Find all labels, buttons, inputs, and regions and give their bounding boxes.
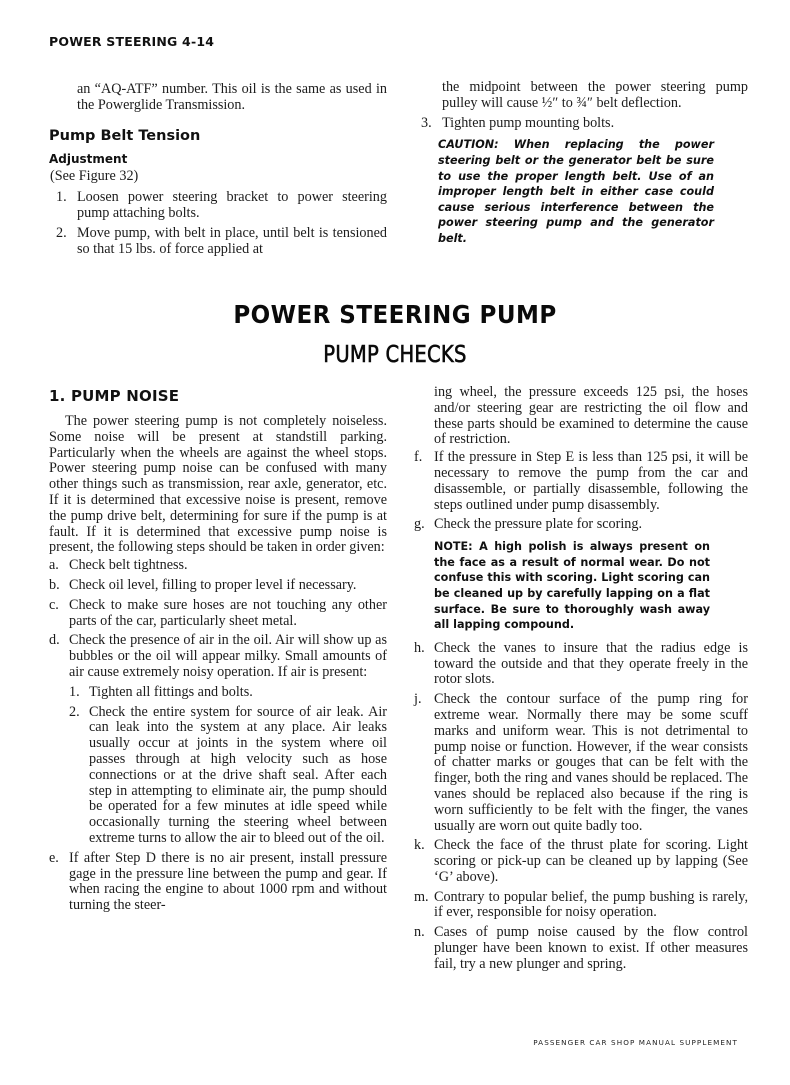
item-letter: n. (414, 924, 425, 941)
step-item (414, 116, 748, 132)
pump-noise-intro: The power steering pump is not completely noiseless. Some noise will be present at standstill parking. Particularly when the wheels are against the wheel stops. Power steering pump noise can be confused with many other things such as transmission, rear axle, generator, etc. If it is determined that excessive noise is present, remove the pump drive belt, determining for sure if the pump is at fault. If it is determined that excessive pump noise is present, the following steps should be taken in order given: (49, 413, 387, 556)
figure-reference: (See Figure 32) (50, 167, 139, 184)
list-item (414, 890, 748, 922)
list-item (49, 851, 387, 914)
list-item (414, 517, 748, 533)
item-letter: g. (414, 516, 425, 533)
item-text: If the pressure in Step E is less than 125 psi, it will be necessary to remove the pump from the car and disassemble, or partially disassemble, following the steps outlined under pump disassembly. (434, 449, 748, 513)
list-item (49, 633, 387, 680)
step-item (49, 190, 387, 222)
list-item (49, 598, 387, 630)
item-letter: a. (49, 557, 59, 574)
step-number: 1. (56, 189, 67, 206)
top-left-column (49, 82, 387, 262)
step-text: the midpoint between the power steering pump pulley will cause ½″ to ¾″ belt deflection. (442, 79, 748, 111)
item-letter: m. (414, 888, 429, 905)
step-text: Tighten pump mounting bolts. (442, 114, 615, 131)
item-letter: d. (49, 632, 60, 649)
pump-noise-heading: 1. PUMP NOISE (49, 387, 180, 405)
item-text: Cases of pump noise caused by the flow control plunger have been known to exist. If other measures fail, try a new plunger and spring. (434, 924, 748, 972)
sub-item-text: Check the entire system for source of air leak. Air can leak into the system at any place. Air leaks usually occur at joints in the system where oil passes through at high velocity such as hose connections or at the drive shaft seal. After each step in attempting to eliminate air, the pump should be operated for a few minutes at idle speed while occasionally turning the steering wheel between extreme turns to allow the air to bleed out of the oil. (89, 703, 387, 846)
item-letter: e. (49, 849, 59, 866)
step-number (414, 80, 442, 112)
step-number: 3. (421, 114, 432, 131)
sub-item-number: 1. (69, 683, 80, 700)
item-text: Check the presence of air in the oil. Air will show up as bubbles or the oil will appear milky. Small amounts of air cause extremely noisy operation. If air is present: (69, 632, 387, 680)
list-item (49, 558, 387, 574)
intro-paragraph: an “AQ-ATF” number. This oil is the same as used in the Powerglide Transmission. (77, 81, 387, 113)
step-text: Move pump, with belt in place, until belt is tensioned so that 15 lbs. of force applied at (77, 224, 387, 257)
sub-item (69, 705, 387, 847)
item-letter: j. (414, 691, 422, 708)
item-text: Check the pressure plate for scoring. (434, 516, 643, 533)
item-text: Check to make sure hoses are not touching any other parts of the car, particularly sheet metal. (69, 596, 387, 629)
pump-belt-tension-heading: Pump Belt Tension (49, 127, 201, 144)
item-letter: k. (414, 837, 425, 854)
caution-notice: CAUTION: When replacing the power steering belt or the generator belt be sure to use the proper length belt. Use of an improper length belt in either case could cause serious interference between the power steering pump and the generator belt. (438, 138, 714, 245)
item-text: If after Step D there is no air present, install pressure gage in the pressure line between the pump and gear. If when racing the engine to about 1000 rpm and without turning the steer- (69, 849, 387, 914)
list-item (414, 925, 748, 972)
sub-item-text: Tighten all fittings and bolts. (89, 683, 253, 700)
top-right-column (414, 80, 748, 255)
sub-title: PUMP CHECKS (323, 342, 467, 368)
item-text: Check belt tightness. (69, 557, 188, 574)
step-text: Loosen power steering bracket to power steering pump attaching bolts. (77, 189, 387, 222)
list-item (414, 450, 748, 513)
item-letter: c. (49, 596, 59, 613)
item-letter: h. (414, 639, 425, 656)
bottom-right-column (414, 385, 748, 977)
step-item-continued (414, 80, 748, 112)
item-text: Check oil level, filling to proper level if necessary. (69, 576, 357, 593)
bottom-left-column (49, 387, 387, 918)
item-letter: b. (49, 576, 60, 593)
item-text: Check the vanes to insure that the radius edge is toward the outside and that they operate freely in the rotor slots. (434, 639, 748, 688)
sub-item (69, 685, 387, 701)
sub-item-number: 2. (69, 703, 80, 720)
note-notice: NOTE: A high polish is always present on the face as a result of normal wear. Do not confuse this with scoring. Light scoring can be cleaned up by carefully lapping on a flat surface. Be sure to thoroughly wash away all lapping compound. (434, 540, 710, 632)
item-letter: f. (414, 449, 423, 466)
item-text: Contrary to popular belief, the pump bushing is rarely, if ever, responsible for noisy operation. (434, 888, 748, 921)
item-text: Check the contour surface of the pump ring for extreme wear. Normally there may be some scuff marks and uniform wear. This is not detrimental to pump noise or function. However, if the wear consists of chatter marks or gouges that can be felt with the finger, both the ring and vanes should be replaced. The vanes should be replaced also because if the ring is worn sufficiently to be felt with the finger, the vanes usually are worn out quite badly too. (434, 691, 748, 834)
step-item (49, 226, 387, 258)
page-footer: PASSENGER CAR SHOP MANUAL SUPPLEMENT (533, 1038, 738, 1047)
list-item (414, 838, 748, 885)
main-title: POWER STEERING PUMP (233, 300, 557, 329)
step-number: 2. (56, 224, 67, 241)
air-present-sublist (49, 685, 387, 847)
list-item (414, 641, 748, 688)
running-head: POWER STEERING 4-14 (49, 34, 215, 49)
item-text: Check the face of the thrust plate for scoring. Light scoring or pick-up can be cleaned up by lapping (See ‘G’ above). (434, 837, 748, 885)
list-item (414, 692, 748, 834)
item-e-continued: ing wheel, the pressure exceeds 125 psi, the hoses and/or steering gear are restricting the oil flow and these parts should be examined to determine the cause of restriction. (434, 384, 748, 448)
list-item (49, 578, 387, 594)
adjustment-subheading: Adjustment (49, 151, 128, 166)
